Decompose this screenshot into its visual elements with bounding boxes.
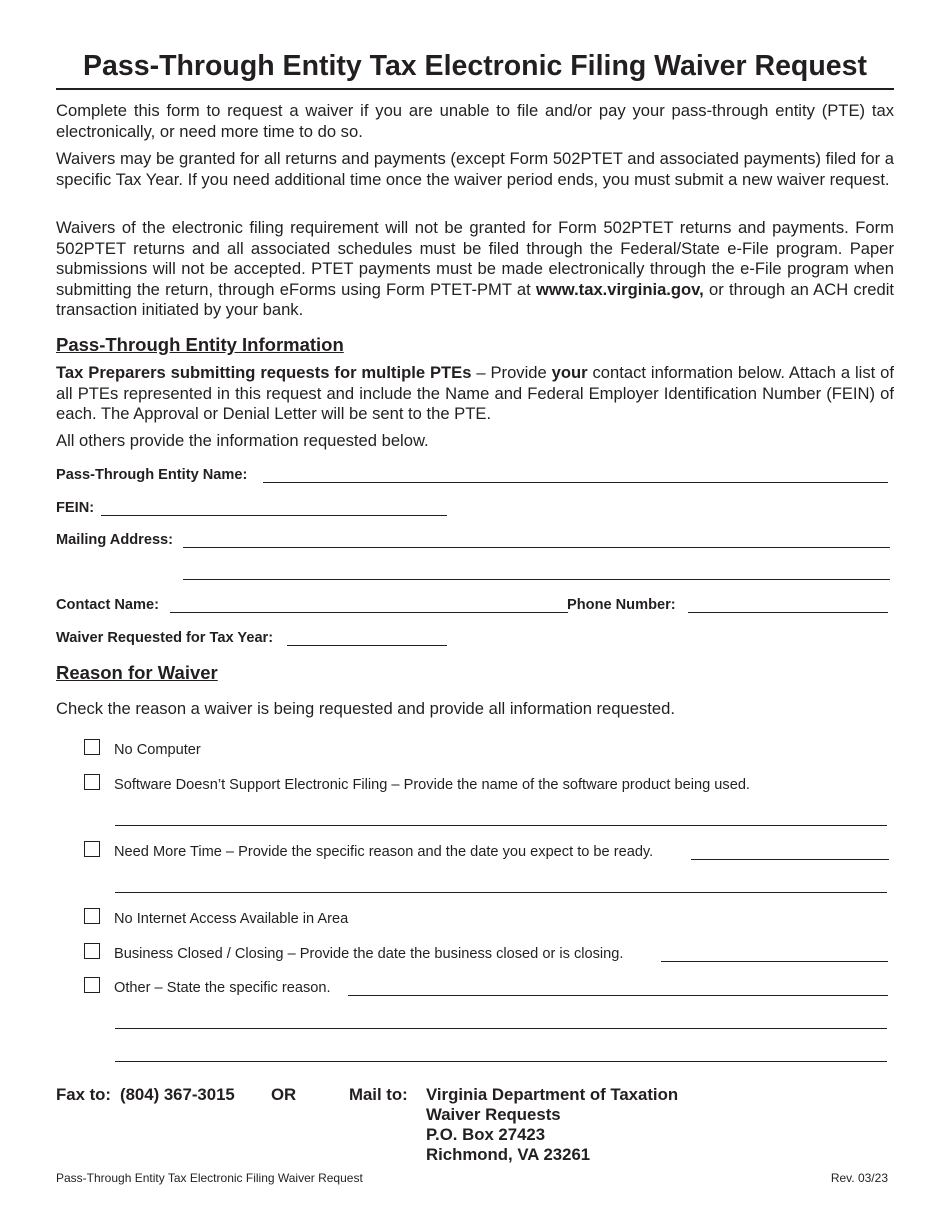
fax-label: Fax to: xyxy=(56,1085,112,1104)
more-time-label: Need More Time – Provide the specific reason and the date you expect to be ready. xyxy=(114,844,654,860)
fax-number: (804) 367-3015 xyxy=(120,1085,235,1104)
fein-field[interactable] xyxy=(101,515,447,516)
more-time-checkbox[interactable] xyxy=(84,841,100,857)
footer-form-name: Pass-Through Entity Tax Electronic Filing Waiver Request xyxy=(56,1171,363,1185)
intro-paragraph-3 xyxy=(56,218,894,321)
preparers-mid: – Provide xyxy=(471,363,552,382)
entity-name-field[interactable] xyxy=(263,482,888,483)
more-time-field-line-2[interactable] xyxy=(115,892,887,893)
intro-paragraph-2: Waivers may be granted for all returns and payments (except Form 502PTET and associated payments) filed for a specific Tax Year. If you need additional time once the waiver period ends, you must submit a new waiver request. xyxy=(56,149,894,189)
preparers-your: your xyxy=(551,363,588,382)
mailing-address-field-line-2[interactable] xyxy=(183,579,890,580)
no-computer-label: No Computer xyxy=(114,742,201,758)
other-reason-label: Other – State the specific reason. xyxy=(114,980,331,996)
preparers-rest: contact information below. Attach a list of all PTEs represented in this request and include the Name and Federal Employer Identification Number (FEIN) of each. The Approval or Denial Letter will be sent to the PTE. xyxy=(56,363,895,423)
business-closed-checkbox[interactable] xyxy=(84,943,100,959)
mail-label: Mail to: xyxy=(349,1085,408,1104)
mailing-address-label: Mailing Address: xyxy=(56,532,174,548)
footer-revision: Rev. 03/23 xyxy=(830,1171,888,1185)
software-checkbox[interactable] xyxy=(84,774,100,790)
others-instruction: All others provide the information requested below. xyxy=(56,431,429,450)
intro-paragraph-3-start: Waivers of the electronic filing requirement will not be granted for Form 502PTET returns and payments. Form 502PTET returns and all associated schedules must be filed through the Federal/State e-File program. Paper submissions will not be accepted. PTET payments must be made electronically through the e-File program when submitting the return, through eForms using Form PTET-PMT at xyxy=(56,218,894,299)
preparers-paragraph xyxy=(56,363,894,425)
no-internet-checkbox[interactable] xyxy=(84,908,100,924)
intro-paragraph-3-end: or through an ACH credit transaction initiated by your bank. xyxy=(56,279,894,319)
software-name-field[interactable] xyxy=(115,825,887,826)
phone-number-field[interactable] xyxy=(688,612,888,613)
fein-label: FEIN: xyxy=(56,500,95,516)
tax-website-link[interactable]: www.tax.virginia.gov, xyxy=(535,279,704,299)
contact-name-label: Contact Name: xyxy=(56,597,159,613)
or-separator: OR xyxy=(271,1085,297,1104)
software-label: Software Doesn’t Support Electronic Filing – Provide the name of the software product being used. xyxy=(114,777,750,793)
other-reason-checkbox[interactable] xyxy=(84,977,100,993)
business-closed-date-field[interactable] xyxy=(661,961,888,962)
mail-address-line-2: Waiver Requests xyxy=(426,1105,561,1124)
entity-section-heading: Pass-Through Entity Information xyxy=(56,334,344,355)
form-title: Pass-Through Entity Tax Electronic Filing Waiver Request xyxy=(83,50,867,82)
contact-name-field[interactable] xyxy=(170,612,568,613)
no-computer-checkbox[interactable] xyxy=(84,739,100,755)
no-internet-label: No Internet Access Available in Area xyxy=(114,911,349,927)
phone-number-label: Phone Number: xyxy=(567,597,676,613)
other-reason-field-line-2[interactable] xyxy=(115,1028,887,1029)
preparers-bold: Tax Preparers submitting requests for multiple PTEs xyxy=(56,363,472,382)
title-rule xyxy=(56,88,894,90)
more-time-field-line-1[interactable] xyxy=(691,859,889,860)
mailing-address-field-line-1[interactable] xyxy=(183,547,890,548)
mail-address-line-1: Virginia Department of Taxation xyxy=(426,1085,679,1104)
tax-year-field[interactable] xyxy=(287,645,447,646)
entity-name-label: Pass-Through Entity Name: xyxy=(56,467,248,483)
other-reason-field-line-1[interactable] xyxy=(348,995,888,996)
reason-instruction: Check the reason a waiver is being requested and provide all information requested. xyxy=(56,699,675,718)
reason-section-heading: Reason for Waiver xyxy=(56,662,218,683)
tax-year-label: Waiver Requested for Tax Year: xyxy=(56,630,274,646)
mail-address-line-4: Richmond, VA 23261 xyxy=(426,1145,591,1164)
business-closed-label: Business Closed / Closing – Provide the date the business closed or is closing. xyxy=(114,946,624,962)
other-reason-field-line-3[interactable] xyxy=(115,1061,887,1062)
intro-paragraph-1: Complete this form to request a waiver if you are unable to file and/or pay your pass-through entity (PTE) tax electronically, or need more time to do so. xyxy=(56,101,894,141)
mail-address-line-3: P.O. Box 27423 xyxy=(426,1125,546,1144)
